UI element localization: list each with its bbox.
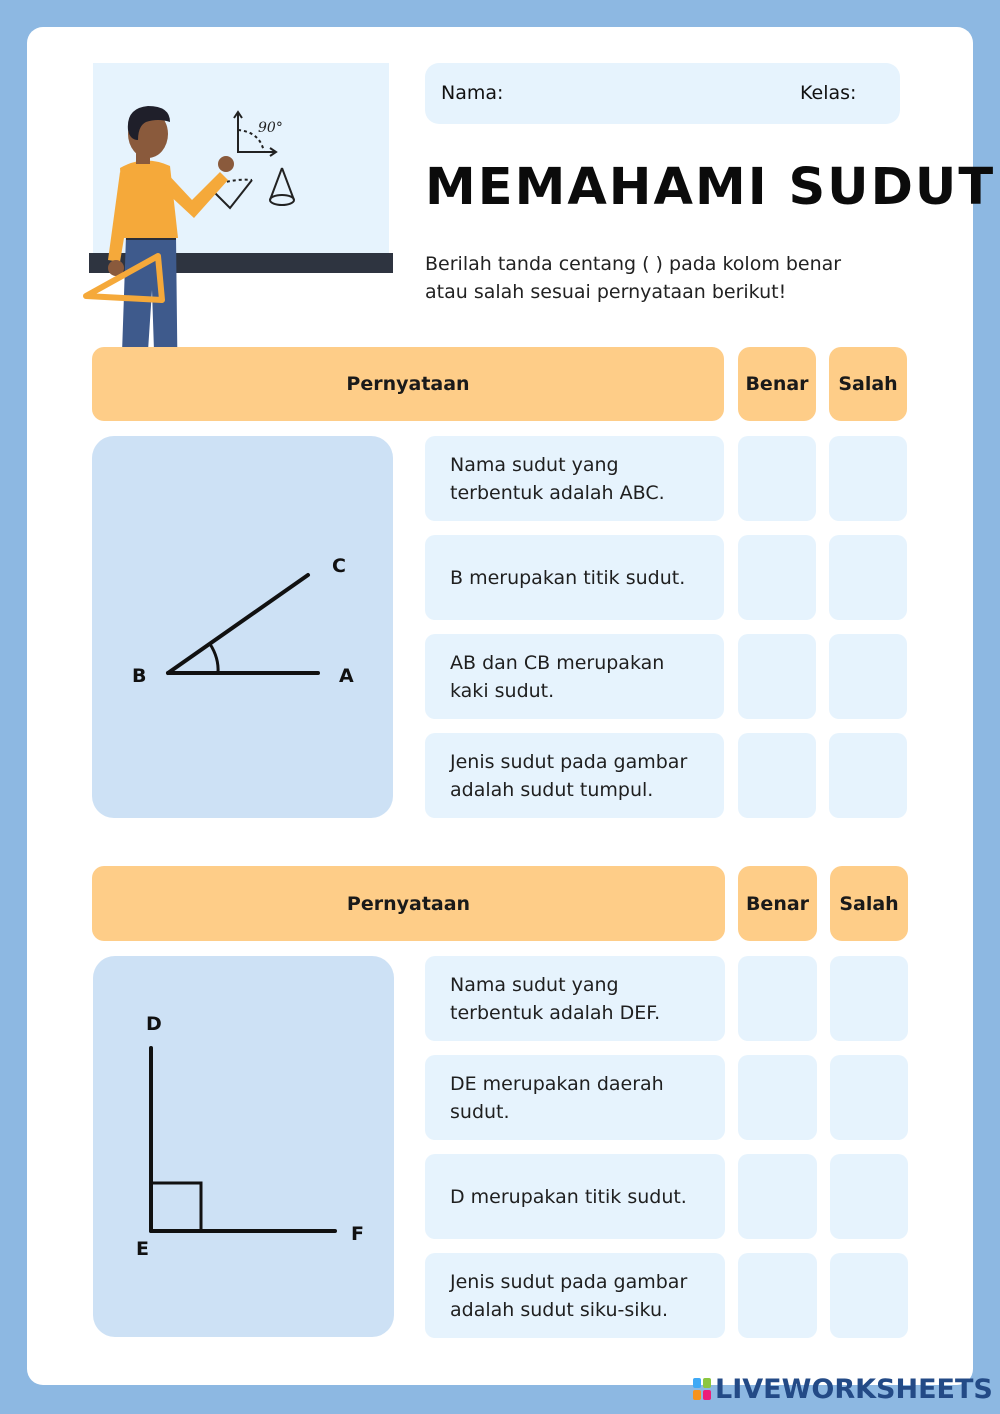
section2-true-header: Benar (738, 866, 817, 941)
section1-false-cell-4[interactable] (829, 733, 907, 818)
section2-false-cell-1[interactable] (830, 956, 908, 1041)
right-angle-diagram (93, 956, 394, 1337)
section2-false-header: Salah (830, 866, 908, 941)
section1-angle-figure (92, 436, 393, 818)
angle-arc (210, 644, 218, 673)
section1-statement-4: Jenis sudut pada gambar adalah sudut tumpul. (425, 733, 724, 818)
cone-doodle-icon (270, 168, 294, 205)
section2-false-cell-2[interactable] (830, 1055, 908, 1140)
board-90-text: 90° (258, 120, 283, 136)
section2-statement-header: Pernyataan (92, 866, 725, 941)
right-angle-mark (151, 1183, 201, 1231)
page-title: MEMAHAMI SUDUT (425, 158, 996, 217)
section2-angle-figure (93, 956, 394, 1337)
class-label: Kelas: (800, 82, 857, 104)
name-class-field[interactable] (425, 63, 900, 124)
section1-statement-3: AB dan CB merupakan kaki sudut. (425, 634, 724, 719)
section2-statement-4: Jenis sudut pada gambar adalah sudut siku-siku. (425, 1253, 725, 1338)
liveworksheets-icon (693, 1378, 713, 1402)
section1-statement-header: Pernyataan (92, 347, 724, 421)
section1-false-header: Salah (829, 347, 907, 421)
section1-true-cell-3[interactable] (738, 634, 816, 719)
brand-name: LIVEWORKSHEETS (715, 1374, 993, 1405)
section2-true-cell-3[interactable] (738, 1154, 817, 1239)
label-f: F (351, 1223, 364, 1245)
section2-false-cell-4[interactable] (830, 1253, 908, 1338)
ray-bc (168, 575, 308, 673)
section1-statement-2: B merupakan titik sudut. (425, 535, 724, 620)
label-b: B (132, 665, 147, 687)
section1-true-cell-2[interactable] (738, 535, 816, 620)
section2-statement-2: DE merupakan daerah sudut. (425, 1055, 725, 1140)
section1-false-cell-1[interactable] (829, 436, 907, 521)
label-a: A (339, 665, 354, 687)
liveworksheets-logo[interactable] (693, 1374, 993, 1405)
label-d: D (146, 1013, 162, 1035)
section2-statement-3: D merupakan titik sudut. (425, 1154, 725, 1239)
label-e: E (136, 1238, 149, 1260)
name-label: Nama: (441, 82, 504, 104)
section2-true-cell-2[interactable] (738, 1055, 817, 1140)
section1-statement-1: Nama sudut yang terbentuk adalah ABC. (425, 436, 724, 521)
instruction-text: Berilah tanda centang ( ) pada kolom benar atau salah sesuai pernyataan berikut! (425, 253, 842, 303)
section2-true-cell-1[interactable] (738, 956, 817, 1041)
section2-true-cell-4[interactable] (738, 1253, 817, 1338)
acute-angle-diagram (92, 436, 393, 818)
section2-statement-1: Nama sudut yang terbentuk adalah DEF. (425, 956, 725, 1041)
section1-true-cell-1[interactable] (738, 436, 816, 521)
section1-false-cell-3[interactable] (829, 634, 907, 719)
label-c: C (332, 555, 346, 577)
section2-false-cell-3[interactable] (830, 1154, 908, 1239)
section1-false-cell-2[interactable] (829, 535, 907, 620)
section1-true-cell-4[interactable] (738, 733, 816, 818)
section1-true-header: Benar (738, 347, 816, 421)
